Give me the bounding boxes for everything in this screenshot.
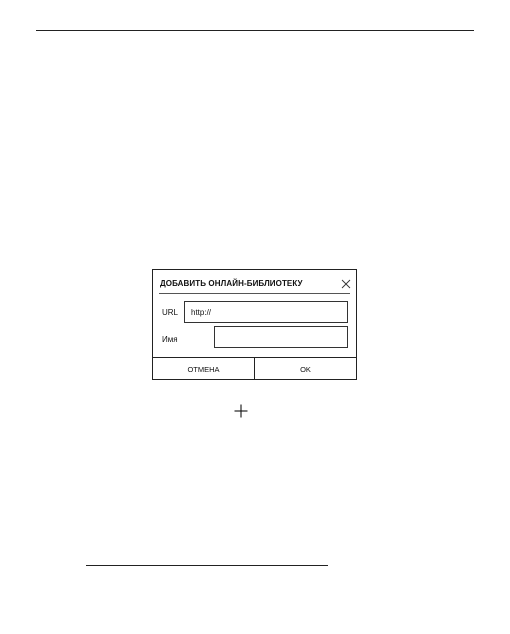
plus-icon [234,404,248,418]
cancel-button[interactable]: ОТМЕНА [187,364,220,374]
url-label: URL [162,308,179,317]
top-divider [36,30,474,31]
ok-button[interactable]: OK [254,358,356,380]
close-icon[interactable] [341,279,351,289]
name-field[interactable] [214,326,348,348]
url-field[interactable] [184,301,348,323]
title-divider [159,293,350,294]
bottom-divider [86,565,328,566]
name-label: Имя [162,335,178,344]
add-online-library-dialog [152,269,357,380]
dialog-button-row [153,357,356,380]
dialog-title: ДОБАВИТЬ ОНЛАЙН-БИБЛИОТЕКУ [160,279,303,288]
